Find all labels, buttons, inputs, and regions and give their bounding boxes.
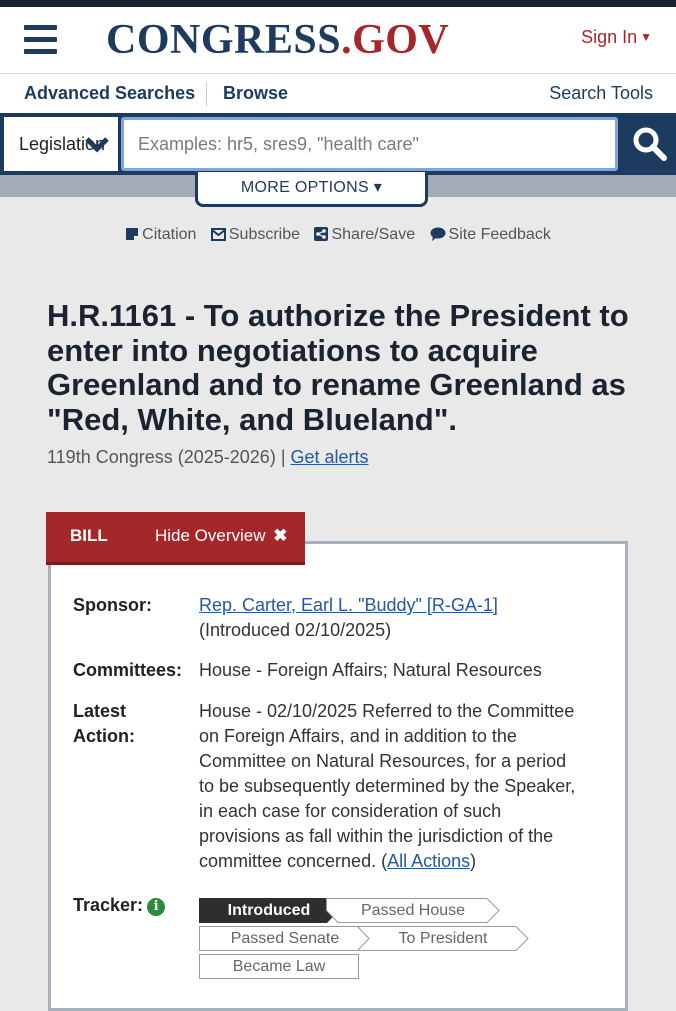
sponsor-link[interactable]: Rep. Carter, Earl L. "Buddy" [R-GA-1] bbox=[199, 595, 498, 615]
citation-icon bbox=[125, 227, 139, 241]
top-accent-bar bbox=[0, 0, 676, 7]
share-link[interactable]: Share/Save bbox=[314, 226, 415, 244]
tracker-step-passed-senate: Passed Senate bbox=[199, 926, 371, 951]
latest-action-value: House - 02/10/2025 Referred to the Committee on Foreign Affairs, and in addition to the Committee on Natural Resources, for a period to be subsequently determined by the Speaker, in each case for consideration of such provisions as fall within the jurisdiction of the committee concerned. (All Actions) bbox=[199, 701, 576, 871]
tracker-step-to-president: To President bbox=[357, 926, 529, 951]
site-logo[interactable]: CONGRESS.GOV bbox=[106, 17, 450, 63]
tracker-step-became-law: Became Law bbox=[199, 954, 359, 979]
collection-select[interactable] bbox=[4, 117, 118, 171]
collection-select-value: Legislation bbox=[19, 134, 106, 154]
search-input[interactable] bbox=[121, 117, 618, 171]
info-icon[interactable]: i bbox=[147, 898, 165, 916]
nav-divider bbox=[206, 82, 207, 106]
more-options-button[interactable]: MORE OPTIONS ▾ bbox=[195, 172, 428, 207]
main-nav bbox=[0, 73, 676, 113]
tab-bill-label: BILL bbox=[70, 526, 108, 545]
all-actions-link[interactable]: All Actions bbox=[387, 851, 471, 871]
page-tools bbox=[0, 226, 676, 246]
envelope-icon bbox=[211, 228, 226, 241]
speech-bubble-icon bbox=[430, 227, 446, 241]
bill-title: H.R.1161 - To authorize the President to enter into negotiations to acquire Greenland and to rename Greenland as "Red, White, and Blueland". bbox=[47, 298, 629, 437]
overview-tab bbox=[46, 512, 305, 562]
search-button[interactable] bbox=[622, 113, 676, 175]
chevron-down-icon bbox=[84, 131, 110, 157]
menu-icon[interactable] bbox=[24, 25, 57, 55]
committees-label: Committees: bbox=[73, 660, 183, 680]
bill-tracker bbox=[199, 898, 539, 980]
site-header bbox=[0, 7, 676, 73]
sponsor-label: Sponsor: bbox=[73, 595, 152, 615]
introduced-date: (Introduced 02/10/2025) bbox=[199, 620, 392, 640]
tracker-step-passed-house: Passed House bbox=[326, 898, 500, 923]
subscribe-link[interactable]: Subscribe bbox=[211, 226, 300, 244]
search-bar bbox=[0, 113, 676, 175]
caret-down-icon: ▼ bbox=[640, 30, 652, 44]
hide-overview-button[interactable]: Hide Overview ✖ bbox=[155, 526, 288, 545]
share-icon bbox=[314, 227, 328, 241]
sign-in-button[interactable]: Sign In ▼ bbox=[581, 27, 652, 47]
committees-value: House - Foreign Affairs; Natural Resources bbox=[199, 660, 542, 680]
nav-search-tools[interactable]: Search Tools bbox=[549, 83, 653, 103]
sponsor-value bbox=[199, 593, 599, 643]
get-alerts-link[interactable]: Get alerts bbox=[290, 447, 369, 467]
nav-browse[interactable]: Browse bbox=[223, 83, 289, 103]
close-icon: ✖ bbox=[273, 526, 288, 545]
nav-advanced-searches[interactable]: Advanced Searches bbox=[24, 83, 196, 103]
feedback-link[interactable]: Site Feedback bbox=[430, 226, 551, 244]
citation-link[interactable]: Citation bbox=[125, 226, 196, 244]
tracker-step-introduced: Introduced bbox=[199, 898, 339, 923]
tracker-label: Tracker: i bbox=[73, 893, 165, 918]
congress-session: 119th Congress (2025-2026) | Get alerts bbox=[47, 447, 369, 467]
search-icon bbox=[632, 126, 668, 162]
latest-action-label: Latest Action: bbox=[73, 701, 135, 746]
